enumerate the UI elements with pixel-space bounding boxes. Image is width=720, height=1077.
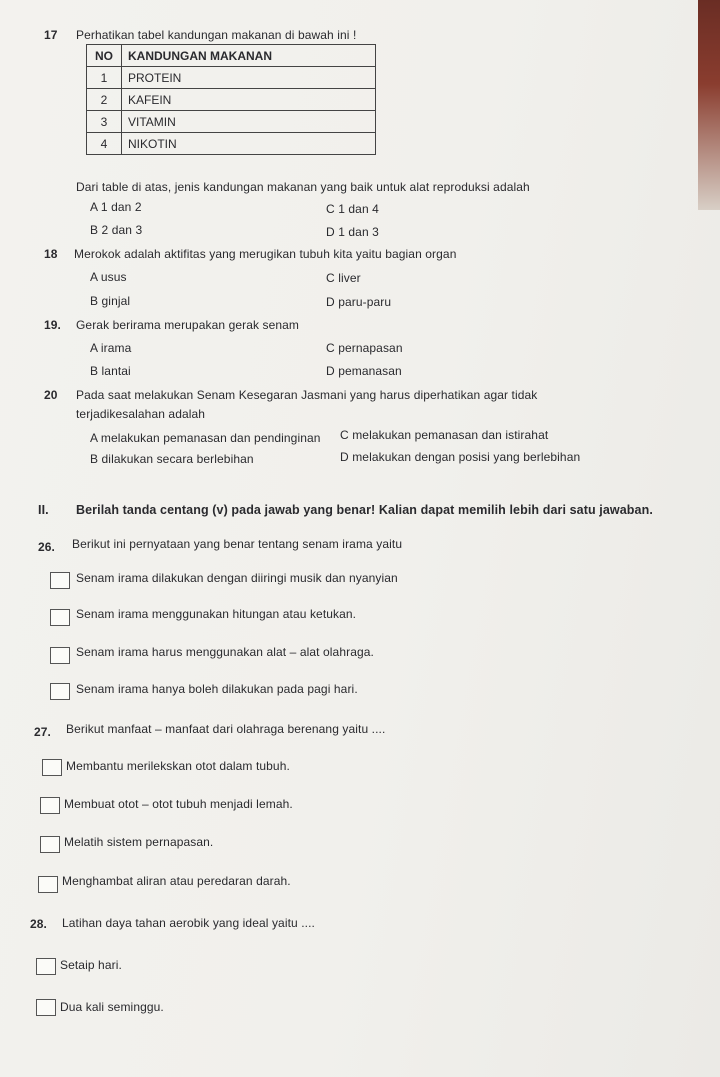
q28-option-1-checkbox[interactable] xyxy=(36,958,56,975)
q20-number: 20 xyxy=(44,388,58,402)
q17-number: 17 xyxy=(44,28,58,42)
q27-question: Berikut manfaat – manfaat dari olahraga berenang yaitu .... xyxy=(66,722,386,736)
q27-number: 27. xyxy=(34,725,51,739)
q17-option-b: B 2 dan 3 xyxy=(90,223,143,237)
q18-question: Merokok adalah aktifitas yang merugikan tubuh kita yaitu bagian organ xyxy=(74,247,457,261)
table-cell-content: VITAMIN xyxy=(122,111,376,133)
q26-option-1-label: Senam irama dilakukan dengan diiringi musik dan nyanyian xyxy=(76,571,398,585)
q26-option-2-checkbox[interactable] xyxy=(50,609,70,626)
table-row xyxy=(87,89,376,111)
q19-number: 19. xyxy=(44,318,61,332)
q17-question: Dari table di atas, jenis kandungan makanan yang baik untuk alat reproduksi adalah xyxy=(76,180,530,194)
q27-option-1-label: Membantu merilekskan otot dalam tubuh. xyxy=(66,759,290,773)
section2-number: II. xyxy=(38,503,49,517)
table-cell-content: NIKOTIN xyxy=(122,133,376,155)
q19-option-a: A irama xyxy=(90,341,132,355)
q26-option-3-label: Senam irama harus menggunakan alat – alat olahraga. xyxy=(76,645,374,659)
q27-option-1-checkbox[interactable] xyxy=(42,759,62,776)
q27-option-2-checkbox[interactable] xyxy=(40,797,60,814)
q26-option-4-label: Senam irama hanya boleh dilakukan pada pagi hari. xyxy=(76,682,358,696)
q20-option-d: D melakukan dengan posisi yang berlebihan xyxy=(340,450,581,464)
q18-option-c: C liver xyxy=(326,271,361,285)
table-header-row xyxy=(87,45,376,67)
q28-option-2-label: Dua kali seminggu. xyxy=(60,1000,164,1014)
table-row xyxy=(87,67,376,89)
q18-option-a: A usus xyxy=(90,270,127,284)
q19-option-d: D pemanasan xyxy=(326,364,402,378)
q26-option-4-checkbox[interactable] xyxy=(50,683,70,700)
q27-option-2-label: Membuat otot – otot tubuh menjadi lemah. xyxy=(64,797,293,811)
table-cell-content: KAFEIN xyxy=(122,89,376,111)
q27-option-4-checkbox[interactable] xyxy=(38,876,58,893)
table-header-no: NO xyxy=(87,45,122,67)
q20-option-b: B dilakukan secara berlebihan xyxy=(90,452,254,466)
q28-number: 28. xyxy=(30,917,47,931)
q26-question: Berikut ini pernyataan yang benar tentang senam irama yaitu xyxy=(72,537,403,551)
q17-option-d: D 1 dan 3 xyxy=(326,225,379,239)
q17-option-c: C 1 dan 4 xyxy=(326,202,379,216)
q18-option-b: B ginjal xyxy=(90,294,131,308)
food-content-table xyxy=(86,44,376,155)
table-cell-no: 3 xyxy=(87,111,122,133)
table-cell-no: 1 xyxy=(87,67,122,89)
table-row xyxy=(87,133,376,155)
table-header-content: KANDUNGAN MAKANAN xyxy=(122,45,376,67)
q20-question-line2: terjadikesalahan adalah xyxy=(76,407,206,421)
q17-prompt: Perhatikan tabel kandungan makanan di bawah ini ! xyxy=(76,28,357,42)
q20-question-line1: Pada saat melakukan Senam Kesegaran Jasmani yang harus diperhatikan agar tidak xyxy=(76,388,538,402)
table-row xyxy=(87,111,376,133)
q19-option-c: C pernapasan xyxy=(326,341,403,355)
q28-option-1-label: Setaip hari. xyxy=(60,958,122,972)
q18-number: 18 xyxy=(44,247,58,261)
q27-option-3-checkbox[interactable] xyxy=(40,836,60,853)
q18-option-d: D paru-paru xyxy=(326,295,392,309)
table-cell-content: PROTEIN xyxy=(122,67,376,89)
q19-option-b: B lantai xyxy=(90,364,131,378)
background-edge xyxy=(698,0,720,210)
q20-option-c: C melakukan pemanasan dan istirahat xyxy=(340,428,549,442)
table-cell-no: 2 xyxy=(87,89,122,111)
q19-question: Gerak berirama merupakan gerak senam xyxy=(76,318,300,332)
q26-option-1-checkbox[interactable] xyxy=(50,572,70,589)
q28-option-2-checkbox[interactable] xyxy=(36,999,56,1016)
q27-option-4-label: Menghambat aliran atau peredaran darah. xyxy=(62,874,291,888)
section2-instruction: Berilah tanda centang (v) pada jawab yang benar! Kalian dapat memilih lebih dari satu jawaban. xyxy=(76,503,653,517)
q26-option-2-label: Senam irama menggunakan hitungan atau ketukan. xyxy=(76,607,357,621)
q26-number: 26. xyxy=(38,540,55,554)
table-cell-no: 4 xyxy=(87,133,122,155)
q20-option-a: A melakukan pemanasan dan pendinginan xyxy=(90,431,321,445)
q27-option-3-label: Melatih sistem pernapasan. xyxy=(64,835,214,849)
q26-option-3-checkbox[interactable] xyxy=(50,647,70,664)
q17-option-a: A 1 dan 2 xyxy=(90,200,142,214)
q28-question: Latihan daya tahan aerobik yang ideal yaitu .... xyxy=(62,916,315,930)
